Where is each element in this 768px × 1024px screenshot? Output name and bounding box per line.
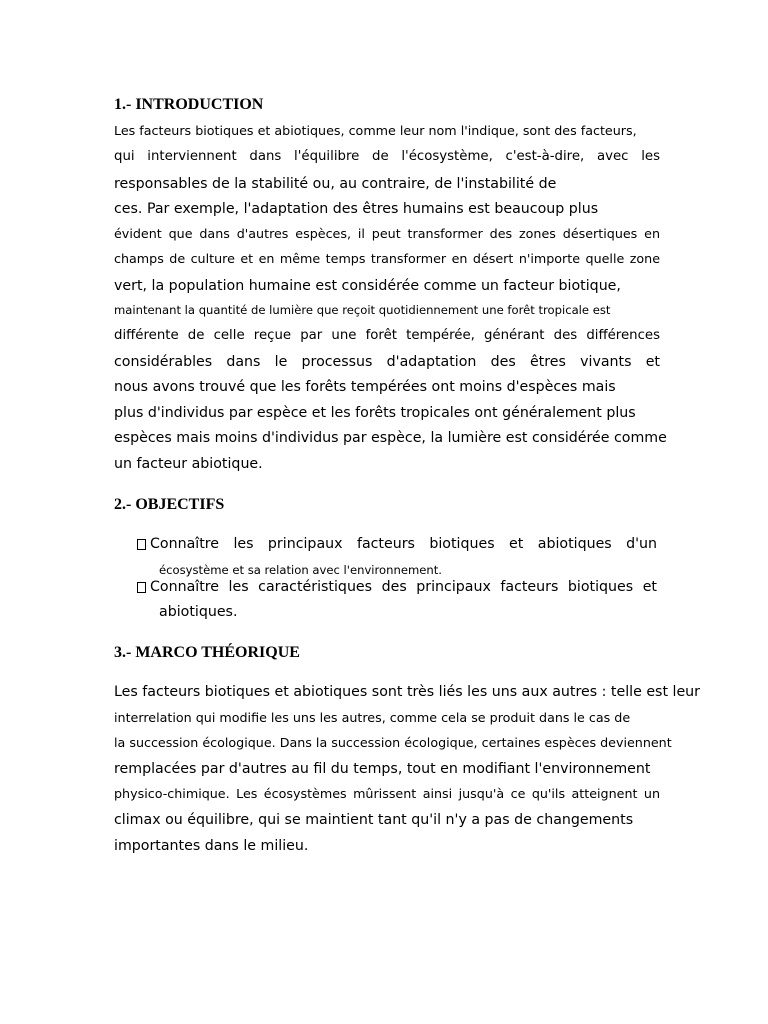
- theory-line: interrelation qui modifie les uns les autres, comme cela se produit dans le cas de: [114, 710, 631, 725]
- theory-line: importantes dans le milieu.: [114, 838, 309, 854]
- theory-line: physico-chimique. Les écosystèmes mûrissent ainsi jusqu'à ce qu'ils atteignent un: [114, 786, 660, 801]
- section-title-objectives: 2.- OBJECTIFS: [114, 496, 225, 513]
- introduction-line: responsables de la stabilité ou, au contraire, de l'instabilité de: [114, 176, 557, 192]
- objective-text: Connaître les caractéristiques des principaux facteurs biotiques et: [150, 579, 657, 595]
- introduction-line: plus d'individus par espèce et les forêts tropicales ont généralement plus: [114, 405, 636, 421]
- objective-text-continued: abiotiques.: [159, 604, 238, 620]
- theory-line: remplacées par d'autres au fil du temps, tout en modifiant l'environnement: [114, 761, 651, 777]
- theory-line: Les facteurs biotiques et abiotiques sont très liés les uns aux autres : telle est leur: [114, 684, 701, 700]
- introduction-line: champs de culture et en même temps transformer en désert n'importe quelle zone: [114, 251, 660, 266]
- introduction-line: un facteur abiotique.: [114, 456, 263, 472]
- theory-line: la succession écologique. Dans la succession écologique, certaines espèces deviennent: [114, 735, 672, 750]
- objective-item: [137, 535, 657, 553]
- introduction-line: nous avons trouvé que les forêts tempérées ont moins d'espèces mais: [114, 379, 616, 395]
- introduction-line: ces. Par exemple, l'adaptation des êtres humains est beaucoup plus: [114, 201, 599, 217]
- section-title-theory: 3.- MARCO THÉORIQUE: [114, 644, 300, 661]
- introduction-line: maintenant la quantité de lumière que reçoit quotidiennement une forêt tropicale est: [114, 303, 611, 317]
- introduction-line: évident que dans d'autres espèces, il peut transformer des zones désertiques en: [114, 226, 660, 241]
- introduction-line: espèces mais moins d'individus par espèce, la lumière est considérée comme: [114, 430, 667, 446]
- objective-text-continued: écosystème et sa relation avec l'environnement.: [159, 563, 442, 577]
- bullet-icon: [137, 539, 146, 550]
- introduction-line: qui interviennent dans l'équilibre de l'écosystème, c'est-à-dire, avec les: [114, 149, 660, 164]
- introduction-line: vert, la population humaine est considérée comme un facteur biotique,: [114, 278, 621, 294]
- theory-line: climax ou équilibre, qui se maintient tant qu'il n'y a pas de changements: [114, 812, 634, 828]
- objective-text: Connaître les principaux facteurs biotiques et abiotiques d'un: [150, 536, 657, 552]
- introduction-line: considérables dans le processus d'adaptation des êtres vivants et: [114, 354, 660, 370]
- objective-item: [137, 578, 657, 596]
- bullet-icon: [137, 582, 146, 593]
- section-title-introduction: 1.- INTRODUCTION: [114, 96, 264, 113]
- introduction-line: différente de celle reçue par une forêt tempérée, générant des différences: [114, 328, 660, 343]
- introduction-line: Les facteurs biotiques et abiotiques, comme leur nom l'indique, sont des facteurs,: [114, 123, 637, 138]
